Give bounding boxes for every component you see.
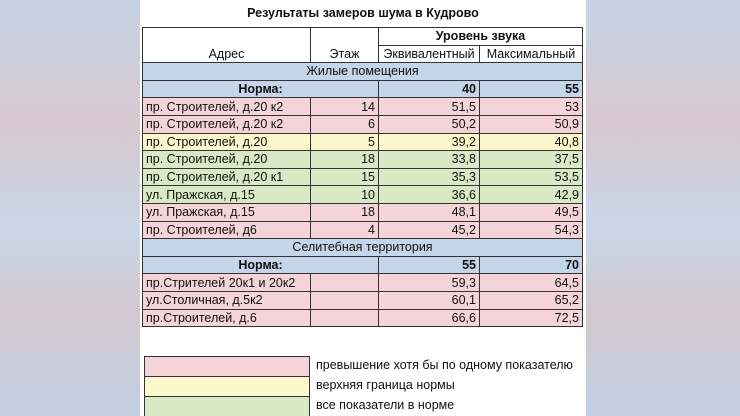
noise-table bbox=[142, 27, 583, 327]
cell-equivalent: 39,2 bbox=[379, 133, 480, 151]
cell-floor bbox=[311, 274, 379, 292]
cell-address: пр.Строителей, д.6 bbox=[143, 309, 311, 327]
table-row bbox=[143, 98, 583, 116]
cell-maximum: 64,5 bbox=[480, 274, 583, 292]
header-floor: Этаж bbox=[311, 28, 379, 63]
cell-address: пр.Стрителей 20к1 и 20к2 bbox=[143, 274, 311, 292]
cell-equivalent: 50,2 bbox=[379, 115, 480, 133]
table-row bbox=[143, 115, 583, 133]
cell-floor: 18 bbox=[311, 203, 379, 221]
header-address: Адрес bbox=[143, 28, 311, 63]
cell-maximum: 54,3 bbox=[480, 221, 583, 239]
cell-maximum: 72,5 bbox=[480, 309, 583, 327]
cell-equivalent: 33,8 bbox=[379, 151, 480, 169]
table-row bbox=[143, 221, 583, 239]
cell-address: пр. Строителей, д.20 к2 bbox=[143, 115, 311, 133]
legend-text: все показатели в норме bbox=[316, 398, 455, 412]
cell-address: пр. Строителей, д.20 bbox=[143, 151, 311, 169]
cell-address: пр. Строителей, д6 bbox=[143, 221, 311, 239]
cell-floor bbox=[311, 309, 379, 327]
table-row bbox=[143, 151, 583, 169]
table-row bbox=[143, 309, 583, 327]
cell-equivalent: 59,3 bbox=[379, 274, 480, 292]
cell-floor: 10 bbox=[311, 186, 379, 204]
section-row bbox=[143, 63, 583, 81]
table-row bbox=[143, 203, 583, 221]
cell-address: ул. Пражская, д.15 bbox=[143, 203, 311, 221]
header-row-top bbox=[143, 28, 583, 46]
cell-equivalent: 60,1 bbox=[379, 291, 480, 309]
cell-address: ул.Столичная, д.5к2 bbox=[143, 291, 311, 309]
header-equivalent: Эквивалентный bbox=[379, 45, 480, 63]
cell-maximum: 53,5 bbox=[480, 168, 583, 186]
norm-maximum: 70 bbox=[480, 256, 583, 274]
background-right bbox=[586, 0, 740, 416]
spreadsheet-image bbox=[140, 0, 586, 416]
cell-equivalent: 48,1 bbox=[379, 203, 480, 221]
norm-equivalent: 40 bbox=[379, 80, 480, 98]
legend-swatch bbox=[144, 396, 310, 416]
cell-floor bbox=[311, 291, 379, 309]
cell-address: пр. Строителей, д.20 bbox=[143, 133, 311, 151]
cell-maximum: 37,5 bbox=[480, 151, 583, 169]
cell-address: пр. Строителей, д.20 к1 bbox=[143, 168, 311, 186]
legend-swatch bbox=[144, 356, 310, 377]
legend-text: верхняя граница нормы bbox=[316, 378, 455, 392]
cell-maximum: 50,9 bbox=[480, 115, 583, 133]
cell-floor: 18 bbox=[311, 151, 379, 169]
legend-text: превышение хотя бы по одному показателю bbox=[316, 358, 573, 372]
table-row bbox=[143, 274, 583, 292]
cell-floor: 15 bbox=[311, 168, 379, 186]
cell-floor: 6 bbox=[311, 115, 379, 133]
norm-maximum: 55 bbox=[480, 80, 583, 98]
cell-maximum: 53 bbox=[480, 98, 583, 116]
table-row bbox=[143, 291, 583, 309]
table-row bbox=[143, 186, 583, 204]
norm-label: Норма: bbox=[143, 80, 379, 98]
cell-floor: 4 bbox=[311, 221, 379, 239]
table-row bbox=[143, 168, 583, 186]
norm-label: Норма: bbox=[143, 256, 379, 274]
norm-row bbox=[143, 80, 583, 98]
cell-floor: 14 bbox=[311, 98, 379, 116]
legend-swatch bbox=[144, 376, 310, 397]
section-title: Селитебная территория bbox=[143, 239, 583, 257]
section-title: Жилые помещения bbox=[143, 63, 583, 81]
cell-equivalent: 36,6 bbox=[379, 186, 480, 204]
cell-equivalent: 45,2 bbox=[379, 221, 480, 239]
norm-row bbox=[143, 256, 583, 274]
page-title: Результаты замеров шума в Кудрово bbox=[247, 6, 479, 20]
header-sound-level: Уровень звука bbox=[379, 28, 583, 46]
cell-maximum: 49,5 bbox=[480, 203, 583, 221]
cell-equivalent: 51,5 bbox=[379, 98, 480, 116]
cell-equivalent: 66,6 bbox=[379, 309, 480, 327]
cell-address: ул. Пражская, д.15 bbox=[143, 186, 311, 204]
cell-address: пр. Строителей, д.20 к2 bbox=[143, 98, 311, 116]
table-row bbox=[143, 133, 583, 151]
cell-equivalent: 35,3 bbox=[379, 168, 480, 186]
cell-maximum: 65,2 bbox=[480, 291, 583, 309]
header-maximum: Максимальный bbox=[480, 45, 583, 63]
cell-maximum: 42,9 bbox=[480, 186, 583, 204]
background-left bbox=[0, 0, 140, 416]
section-row bbox=[143, 239, 583, 257]
cell-floor: 5 bbox=[311, 133, 379, 151]
cell-maximum: 40,8 bbox=[480, 133, 583, 151]
norm-equivalent: 55 bbox=[379, 256, 480, 274]
